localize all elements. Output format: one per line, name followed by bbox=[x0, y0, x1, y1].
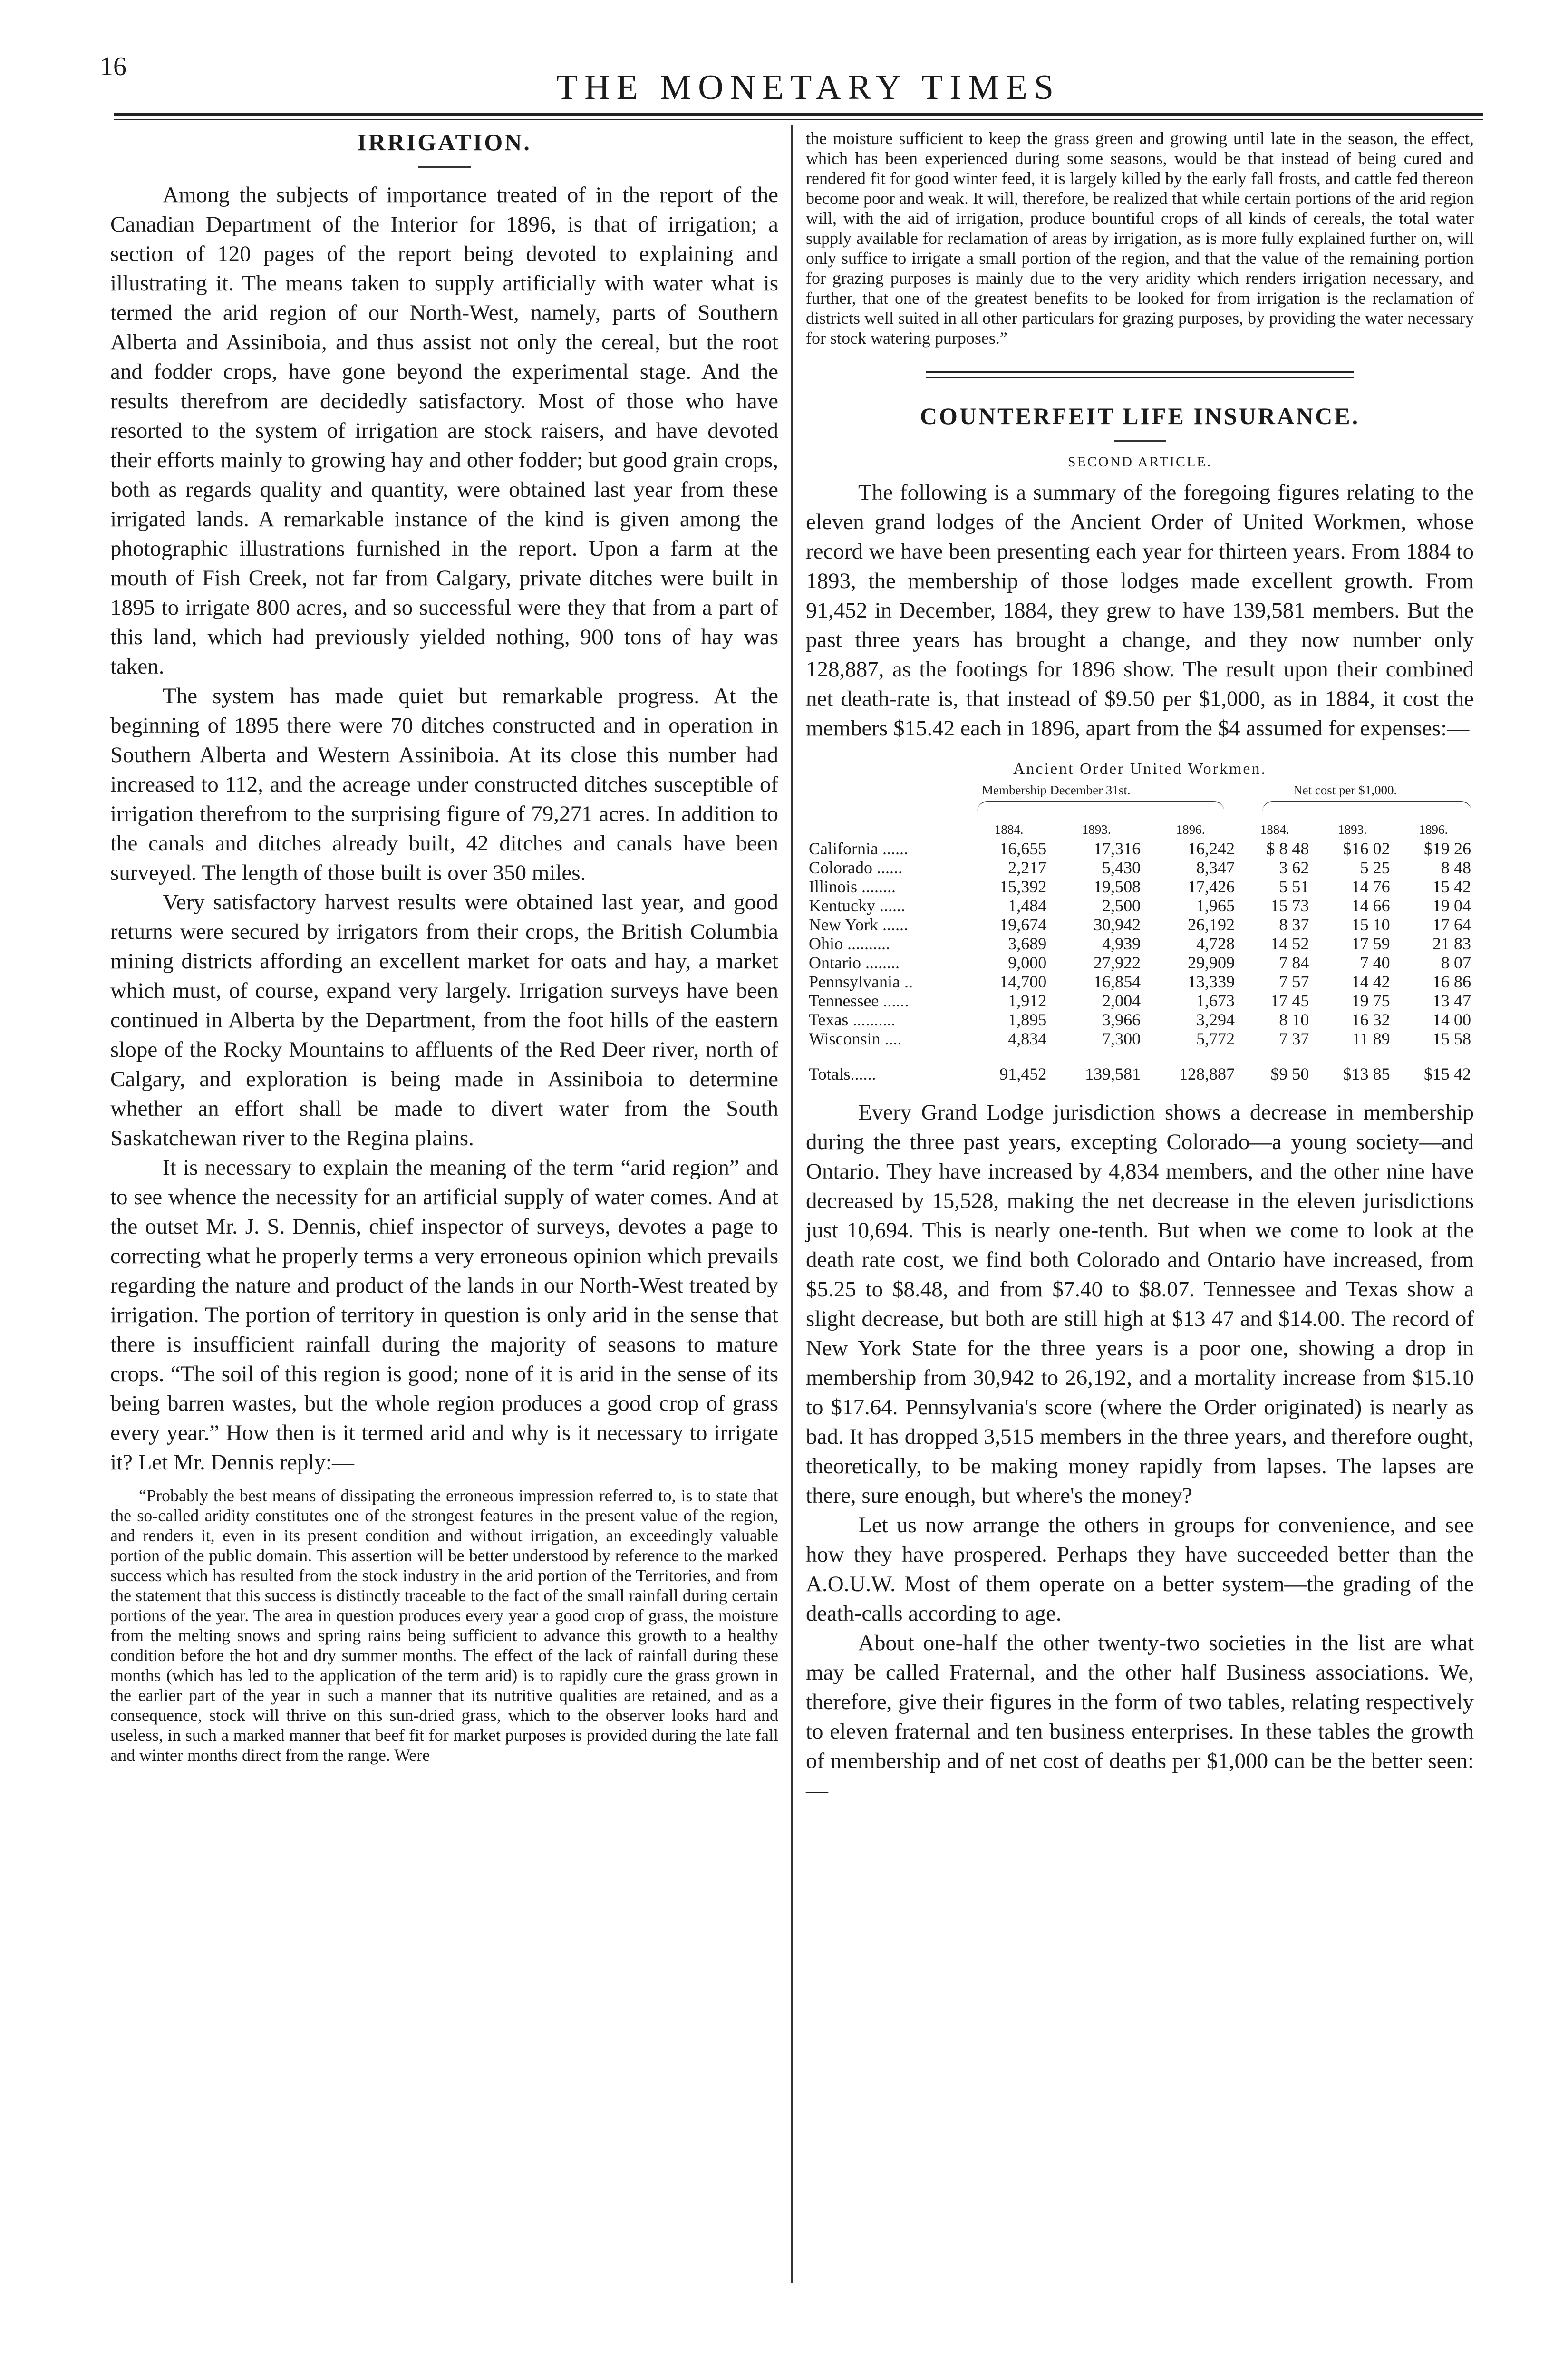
table-cell-value: 7,300 bbox=[1102, 1029, 1141, 1048]
table-cell-value: 15 58 bbox=[1432, 1029, 1471, 1048]
table-cell-value: 1,673 bbox=[1196, 991, 1235, 1010]
table-cell-value: 4,728 bbox=[1196, 934, 1235, 953]
table-cell-value: 7 84 bbox=[1279, 953, 1309, 972]
counterfeit-title: COUNTERFEIT LIFE INSURANCE. bbox=[920, 403, 1360, 429]
table-row bbox=[806, 896, 1474, 915]
quote-paragraph: “Probably the best means of dissipating the erroneous impression referred to, is to state that the so-called aridity constitutes one of the strongest features in the present value of the region, and renders it, even in its present condition and without irrigation, an exceedingly valuable portion of the public domain. This assertion will be better understood by reference to the marked success which has resulted from the stock industry in the arid portion of the Territories, and from the statement that this success is distinctly traceable to the fact of the small rainfall during certain portions of the year. The area in question produces every year a good crop of grass, the moisture from the melting snows and spring rains being sufficient to advance this growth to a healthy condition before the hot and dry summer months. The effect of the lack of rainfall during these months (which has led to the application of the term arid) is to rapidly cure the grass grown in the earlier part of the year in such a manner that its nutritive qualities are retained, and as a consequence, stock will thrive on this sun-dried grass, which to the observer looks hard and useless, in such a marked manner that beef fit for market purposes is provided during the late fall and winter months direct from the range. Were bbox=[110, 1486, 778, 1765]
table-cell-value: $13 85 bbox=[1343, 1064, 1390, 1083]
table-cell-value: 17 59 bbox=[1351, 934, 1390, 953]
table-group-headings bbox=[806, 783, 1474, 820]
table-cell-value: 14,700 bbox=[999, 972, 1047, 991]
table-cell-value: 8 07 bbox=[1441, 953, 1471, 972]
counterfeit-analysis bbox=[806, 1098, 1474, 1805]
table-cell-value: 5 51 bbox=[1279, 877, 1309, 896]
table-cell-value: 15 73 bbox=[1270, 896, 1309, 915]
table-row bbox=[806, 953, 1474, 972]
table-cell-state: Totals...... bbox=[809, 1064, 876, 1083]
counterfeit-subtitle: SECOND ARTICLE. bbox=[1067, 454, 1212, 470]
dennis-quote bbox=[110, 1486, 778, 1765]
cost-heading: Net cost per $1,000. bbox=[1293, 783, 1397, 797]
year-header: 1896. bbox=[1176, 822, 1205, 837]
table-cell-value: 1,965 bbox=[1196, 896, 1235, 915]
year-header: 1893. bbox=[1082, 822, 1111, 837]
quote-paragraph-continued: the moisture sufficient to keep the grass green and growing until late in the season, the effect, which has been experienced during some seasons, would be that instead of being cured and rendered fit for good winter feed, it is largely killed by the early fall frosts, and cattle fed thereon become poor and weak. It will, therefore, be realized that while certain portions of the arid region will, with the aid of irrigation, produce bountiful crops of all kinds of cereals, the total water supply available for reclamation of areas by irrigation, as is more fully explained further on, will only suffice to irrigate a small portion of the region, and that the value of the remaining portion for grazing purposes is mainly due to the very aridity which renders irrigation necessary, and further, that one of the greatest benefits to be looked for from irrigation is the reclamation of districts well suited in all other particulars for grazing purposes, by providing the water necessary for stock watering purposes.” bbox=[806, 129, 1474, 348]
table-cell-value: 2,500 bbox=[1102, 896, 1141, 915]
table-cell-value: 128,887 bbox=[1179, 1064, 1235, 1083]
table-cell-value: 16 32 bbox=[1351, 1010, 1390, 1029]
table-cell-value: 30,942 bbox=[1094, 915, 1141, 934]
column-divider bbox=[791, 125, 793, 2283]
right-column bbox=[806, 128, 1474, 1805]
table-cell-value: 2,217 bbox=[1008, 858, 1047, 877]
title-rule bbox=[1114, 440, 1166, 442]
table-cell-state: Illinois ........ bbox=[809, 877, 896, 896]
article-separator bbox=[926, 371, 1354, 378]
table-cell-value: $16 02 bbox=[1343, 839, 1390, 858]
table-cell-value: 14 76 bbox=[1351, 877, 1390, 896]
table-cell-value: $ 8 48 bbox=[1266, 839, 1309, 858]
table-cell-value: 19 04 bbox=[1432, 896, 1471, 915]
intro-paragraph: The following is a summary of the foregoing figures relating to the eleven grand lodges of the Ancient Order of United Workmen, whose record we have been presenting each year for thirteen years. From 1884 to 1893, the membership of those lodges made excellent growth. From 91,452 in December, 1884, they grew to have 139,581 members. But the past three years has brought a change, and they now number only 128,887, as the footings for 1896 show. The result upon their combined net death-rate is, that instead of $9.50 per $1,000, as in 1884, it cost the members $15.42 each in 1896, apart from the $4 assumed for expenses:— bbox=[806, 480, 1474, 741]
year-header: 1896. bbox=[1419, 822, 1448, 837]
table-cell-value: 27,922 bbox=[1094, 953, 1141, 972]
table-cell-value: 19 75 bbox=[1351, 991, 1390, 1010]
table-cell-value: 14 00 bbox=[1432, 1010, 1471, 1029]
table-cell-value: 8 48 bbox=[1441, 858, 1471, 877]
table-cell-value: 14 66 bbox=[1351, 896, 1390, 915]
table-row bbox=[806, 972, 1474, 991]
table-cell-value: 13,339 bbox=[1187, 972, 1235, 991]
table-cell-value: 3 62 bbox=[1279, 858, 1309, 877]
table-cell-value: 1,484 bbox=[1008, 896, 1047, 915]
table-cell-state: Wisconsin .... bbox=[809, 1029, 902, 1048]
table-cell-value: $19 26 bbox=[1424, 839, 1471, 858]
table-cell-value: 19,674 bbox=[999, 915, 1047, 934]
table-cell-value: 1,895 bbox=[1008, 1010, 1047, 1029]
table-cell-state: Texas .......... bbox=[809, 1010, 896, 1029]
table-cell-value: 7 57 bbox=[1279, 972, 1309, 991]
table-cell-state: Ohio .......... bbox=[809, 934, 890, 953]
table-cell-value: 5,772 bbox=[1196, 1029, 1235, 1048]
table-cell-value: 3,966 bbox=[1102, 1010, 1141, 1029]
table-cell-value: 19,508 bbox=[1094, 877, 1141, 896]
table-cell-value: 16,655 bbox=[999, 839, 1047, 858]
table-cell-value: 8 10 bbox=[1279, 1010, 1309, 1029]
header-rule bbox=[114, 113, 1483, 116]
table-cell-value: 8,347 bbox=[1196, 858, 1235, 877]
table-cell-value: 91,452 bbox=[999, 1064, 1047, 1083]
table-cell-value: 1,912 bbox=[1008, 991, 1047, 1010]
table-cell-value: 9,000 bbox=[1008, 953, 1047, 972]
table-cell-value: 17,426 bbox=[1187, 877, 1235, 896]
table-cell-value: 14 52 bbox=[1270, 934, 1309, 953]
table-cell-value: 14 42 bbox=[1351, 972, 1390, 991]
table-cell-value: 11 89 bbox=[1352, 1029, 1390, 1048]
table-totals-row bbox=[806, 1048, 1474, 1083]
table-cell-value: $9 50 bbox=[1270, 1064, 1309, 1083]
table-cell-state: California ...... bbox=[809, 839, 908, 858]
table-cell-value: 29,909 bbox=[1187, 953, 1235, 972]
table-cell-state: Colorado ...... bbox=[809, 858, 902, 877]
table-cell-value: 13 47 bbox=[1432, 991, 1471, 1010]
table-cell-value: 3,294 bbox=[1196, 1010, 1235, 1029]
page-number: 16 bbox=[100, 52, 126, 81]
table-cell-state: Ontario ........ bbox=[809, 953, 900, 972]
table-cell-value: 8 37 bbox=[1279, 915, 1309, 934]
table-cell-value: 16,854 bbox=[1094, 972, 1141, 991]
year-header: 1884. bbox=[994, 822, 1024, 837]
table-cell-value: 17,316 bbox=[1094, 839, 1141, 858]
table-cell-value: 5 25 bbox=[1360, 858, 1390, 877]
table-row bbox=[806, 858, 1474, 877]
dennis-quote-continued bbox=[806, 128, 1474, 348]
table-row bbox=[806, 1029, 1474, 1048]
table-cell-state: New York ...... bbox=[809, 915, 909, 934]
year-header: 1884. bbox=[1260, 822, 1289, 837]
table-cell-value: 5,430 bbox=[1102, 858, 1141, 877]
table-cell-value: 16 86 bbox=[1432, 972, 1471, 991]
table-cell-state: Pennsylvania .. bbox=[809, 972, 913, 991]
aouw-table bbox=[806, 760, 1474, 1083]
table-cell-value: 15 10 bbox=[1351, 915, 1390, 934]
counterfeit-intro bbox=[806, 478, 1474, 743]
table-cell-state: Tennessee ...... bbox=[809, 991, 909, 1010]
table-cell-value: 21 83 bbox=[1432, 934, 1471, 953]
table-cell-value: 26,192 bbox=[1187, 915, 1235, 934]
table-cell-value: 16,242 bbox=[1187, 839, 1235, 858]
table-year-row bbox=[806, 820, 1474, 839]
table-cell-state: Kentucky ...... bbox=[809, 896, 905, 915]
table-cell-value: 2,004 bbox=[1102, 991, 1141, 1010]
table-row bbox=[806, 934, 1474, 953]
membership-heading: Membership December 31st. bbox=[982, 783, 1131, 797]
irrigation-paragraph: The system has made quiet but remarkable progress. At the beginning of 1895 there were 70 ditches constructed and in operation in Southern Alberta and Western Assiniboia. At its close this number had increased to 112, and the acreage under constructed ditches susceptible of irrigation therefrom to the surprising figure of 79,271 acres. In addition to the canals and ditches already built, 42 ditches and canals have been surveyed. The length of those built is over 350 miles. bbox=[110, 684, 778, 885]
analysis-paragraph: Every Grand Lodge jurisdiction shows a decrease in membership during the three past years, excepting Colorado—a young society—and Ontario. They have increased by 4,834 members, and the other nine have decreased by 15,528, making the net decrease in the eleven jurisdictions just 10,694. This is nearly one-tenth. But when we come to look at the death rate cost, we find both Colorado and Ontario have increased, from $5.25 to $8.48, and from $7.40 to $8.07. Tennessee and Texas show a slight decrease, but both are still high at $13 47 and $14.00. The record of New York State for the three years is a poor one, showing a drop in membership from 30,942 to 26,192, and a mortality increase from $15.10 to $17.64. Pennsylvania's score (where the Order originated) is nearly as bad. It has dropped 3,515 members in the three years, and therefore ought, theoretically, to be making money rapidly from lapses. The lapses are there, sure enough, but where's the money? bbox=[806, 1100, 1474, 1508]
table-cell-value: 139,581 bbox=[1085, 1064, 1141, 1083]
table-row bbox=[806, 915, 1474, 934]
analysis-paragraph: Let us now arrange the others in groups for convenience, and see how they have prospered. Perhaps they have succeeded better than the A.O.U.W. Most of them operate on a better system—the grading of the death-calls according to age. bbox=[806, 1513, 1474, 1626]
table-cell-value: 15,392 bbox=[999, 877, 1047, 896]
left-column bbox=[110, 128, 778, 1765]
table-row bbox=[806, 839, 1474, 858]
irrigation-paragraph: Among the subjects of importance treated of in the report of the Canadian Department of the Interior for 1896, is that of irrigation; a section of 120 pages of the report being devoted to explaining and illustrating it. The means taken to supply artificially with water what is termed the arid region of our North-West, namely, parts of Southern Alberta and Assiniboia, and thus assist not only the cereal, but the root and fodder crops, have gone beyond the experimental stage. And the results therefrom are decidedly satisfactory. Most of those who have resorted to the system of irrigation are stock raisers, and have devoted their efforts mainly to growing hay and other fodder; but good grain crops, both as regards quality and quantity, were obtained last year from these irrigated lands. A remarkable instance of the kind is given among the photographic illustrations furnished in the report. Upon a farm at the mouth of Fish Creek, not far from Calgary, private ditches were built in 1895 to irrigate 800 acres, and so successful were they that from a part of this land, which had previously yielded nothing, 900 tons of hay was taken. bbox=[110, 183, 778, 679]
aouw-data-table bbox=[806, 820, 1474, 1083]
title-rule bbox=[418, 166, 471, 168]
table-cell-value: 15 42 bbox=[1432, 877, 1471, 896]
irrigation-article bbox=[110, 180, 778, 1477]
table-cell-value: 4,834 bbox=[1008, 1029, 1047, 1048]
table-cell-value: 7 40 bbox=[1360, 953, 1390, 972]
year-header: 1893. bbox=[1338, 822, 1367, 837]
table-cell-value: $15 42 bbox=[1424, 1064, 1471, 1083]
table-title: Ancient Order United Workmen. bbox=[1013, 760, 1267, 778]
table-cell-value: 7 37 bbox=[1279, 1029, 1309, 1048]
table-row bbox=[806, 1010, 1474, 1029]
table-row bbox=[806, 877, 1474, 896]
table-cell-value: 17 45 bbox=[1270, 991, 1309, 1010]
analysis-paragraph: About one-half the other twenty-two societies in the list are what may be called Fraternal, and the other half Business associations. We, therefore, give their figures in the form of two tables, relating respectively to eleven fraternal and ten business enterprises. In these tables the growth of membership and of net cost of deaths per $1,000 can be the better seen:— bbox=[806, 1631, 1474, 1803]
irrigation-paragraph: Very satisfactory harvest results were obtained last year, and good returns were secured by irrigators from their crops, the British Columbia mining districts affording an excellent market for oats and hay, a market which must, of course, expand very largely. Irrigation surveys have been continued in Alberta by the Department, from the foot hills of the eastern slope of the Rocky Mountains to affluents of the Red Deer river, north of Calgary, and exploration is being made in Assiniboia to determine whether an effort shall be made to divert water from the South Saskatchewan river to the Regina plains. bbox=[110, 890, 778, 1150]
publication-masthead: THE MONETARY TIMES bbox=[556, 68, 1061, 107]
table-cell-value: 3,689 bbox=[1008, 934, 1047, 953]
table-row bbox=[806, 991, 1474, 1010]
irrigation-title: IRRIGATION. bbox=[357, 129, 532, 155]
irrigation-paragraph: It is necessary to explain the meaning of the term “arid region” and to see whence the necessity for an artificial supply of water comes. And at the outset Mr. J. S. Dennis, chief inspector of surveys, devotes a page to correcting what he properly terms a very erroneous opinion which prevails regarding the nature and product of the lands in our North-West treated by irrigation. The portion of territory in question is only arid in the sense that there is insufficient rainfall during the majority of seasons to mature crops. “The soil of this region is good; none of it is arid in the sense of its being barren wastes, but the whole region produces a good crop of grass every year.” How then is it termed arid and why is it necessary to irrigate it? Let Mr. Dennis reply:— bbox=[110, 1155, 778, 1475]
table-cell-value: 17 64 bbox=[1432, 915, 1471, 934]
table-cell-value: 4,939 bbox=[1102, 934, 1141, 953]
header-rule-thin bbox=[114, 119, 1483, 120]
